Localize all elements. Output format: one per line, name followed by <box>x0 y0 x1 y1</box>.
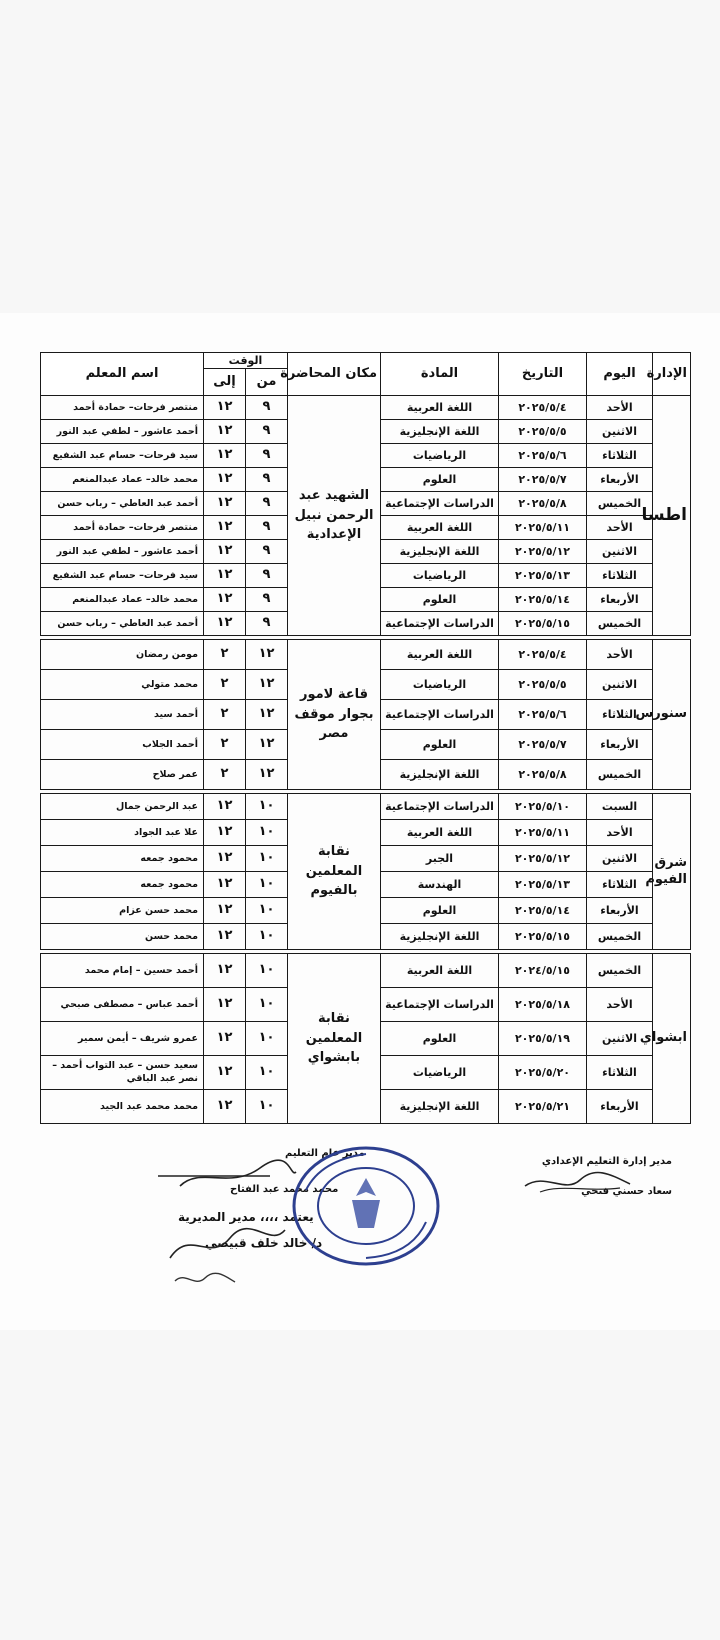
teacher-cell: محمود جمعه <box>41 872 204 898</box>
teacher-cell: منتصر فرحات– حمادة أحمد <box>41 516 204 540</box>
time-to-cell: ١٢ <box>204 396 246 420</box>
time-from-cell: ١٠ <box>246 820 288 846</box>
date-cell: ٢٠٢٥/٥/١٣ <box>499 564 587 588</box>
time-to-cell: ٢ <box>204 760 246 790</box>
day-cell: الأربعاء <box>587 468 653 492</box>
time-from-cell: ١٢ <box>246 700 288 730</box>
teacher-cell: أحمد عاشور – لطفي عبد النور <box>41 420 204 444</box>
day-cell: الاثنين <box>587 420 653 444</box>
teacher-cell: عمر صلاح <box>41 760 204 790</box>
day-cell: الثلاثاء <box>587 872 653 898</box>
subject-cell: اللغة الإنجليزية <box>381 540 499 564</box>
teacher-cell: عبد الرحمن جمال <box>41 794 204 820</box>
time-to-cell: ١٢ <box>204 872 246 898</box>
time-to-cell: ١٢ <box>204 898 246 924</box>
day-cell: الاثنين <box>587 846 653 872</box>
teacher-cell: أحمد عاشور – لطفي عبد النور <box>41 540 204 564</box>
date-cell: ٢٠٢٥/٥/١١ <box>499 516 587 540</box>
time-to-cell: ١٢ <box>204 924 246 950</box>
subject-cell: العلوم <box>381 898 499 924</box>
date-cell: ٢٠٢٥/٥/١٣ <box>499 872 587 898</box>
day-cell: الثلاثاء <box>587 1056 653 1090</box>
teacher-cell: محمد خالد– عماد عبدالمنعم <box>41 468 204 492</box>
teacher-cell: سعيد حسن – عبد التواب أحمد – نصر عبد الباقي <box>41 1056 204 1090</box>
time-to-cell: ١٢ <box>204 846 246 872</box>
time-from-cell: ١٠ <box>246 924 288 950</box>
date-cell: ٢٠٢٤/٥/١٥ <box>499 954 587 988</box>
day-cell: الأحد <box>587 516 653 540</box>
time-to-cell: ١٢ <box>204 444 246 468</box>
date-cell: ٢٠٢٥/٥/٨ <box>499 492 587 516</box>
teacher-cell: محمد حسن <box>41 924 204 950</box>
approval-label: يعتمد ،،،، مدير المديرية <box>178 1210 314 1224</box>
day-cell: الخميس <box>587 612 653 636</box>
day-cell: الثلاثاء <box>587 564 653 588</box>
time-from-cell: ١٠ <box>246 794 288 820</box>
schedule-row <box>41 640 691 670</box>
date-cell: ٢٠٢٥/٥/٤ <box>499 396 587 420</box>
teacher-cell: منتصر فرحات– حمادة أحمد <box>41 396 204 420</box>
date-cell: ٢٠٢٥/٥/١١ <box>499 820 587 846</box>
date-cell: ٢٠٢٥/٥/١٤ <box>499 588 587 612</box>
location-cell: نقابة المعلمين بالفيوم <box>288 794 381 950</box>
subject-cell: اللغة العربية <box>381 396 499 420</box>
time-from-cell: ٩ <box>246 612 288 636</box>
date-cell: ٢٠٢٥/٥/٧ <box>499 468 587 492</box>
date-cell: ٢٠٢٥/٥/٧ <box>499 730 587 760</box>
date-cell: ٢٠٢٥/٥/١٤ <box>499 898 587 924</box>
official-seal-stamp <box>286 1140 446 1272</box>
time-to-cell: ١٢ <box>204 1022 246 1056</box>
admin-cell: سنورس <box>653 640 691 790</box>
date-cell: ٢٠٢٥/٥/٥ <box>499 670 587 700</box>
day-cell: الأحد <box>587 396 653 420</box>
time-from-cell: ١٠ <box>246 846 288 872</box>
time-to-cell: ١٢ <box>204 794 246 820</box>
teacher-cell: أحمد عبد العاطي – رباب حسن <box>41 612 204 636</box>
left-signer-title: مدير عام التعليم <box>285 1148 365 1159</box>
time-from-cell: ٩ <box>246 420 288 444</box>
day-cell: الخميس <box>587 954 653 988</box>
top-blank-area <box>0 0 720 313</box>
time-to-cell: ١٢ <box>204 820 246 846</box>
time-to-cell: ١٢ <box>204 420 246 444</box>
time-to-cell: ١٢ <box>204 564 246 588</box>
admin-cell: ابشواي <box>653 954 691 1124</box>
schedule-row <box>41 794 691 820</box>
teacher-cell: محمد محمد عبد الجيد <box>41 1090 204 1124</box>
date-cell: ٢٠٢٥/٥/٢١ <box>499 1090 587 1124</box>
director-name: د/ خالد خلف قبيصي <box>205 1236 323 1250</box>
subject-cell: الجبر <box>381 846 499 872</box>
time-from-cell: ١٠ <box>246 988 288 1022</box>
location-cell: نقابة المعلمين بابشواي <box>288 954 381 1124</box>
subject-cell: الرياضيات <box>381 564 499 588</box>
teacher-cell: أحمد الجلاب <box>41 730 204 760</box>
header-day: اليوم <box>587 353 653 396</box>
time-from-cell: ٩ <box>246 516 288 540</box>
right-signer-title: مدير إدارة التعليم الإعدادي <box>541 1156 672 1167</box>
time-from-cell: ١٠ <box>246 898 288 924</box>
header-location: مكان المحاضرة <box>288 353 381 396</box>
right-signer-name: سعاد حسني فتحي <box>581 1186 672 1197</box>
day-cell: السبت <box>587 794 653 820</box>
time-to-cell: ١٢ <box>204 540 246 564</box>
day-cell: الاثنين <box>587 540 653 564</box>
left-signer-name: محمد محمد عبد الفتاح <box>230 1184 339 1195</box>
subject-cell: العلوم <box>381 730 499 760</box>
schedule-body <box>41 396 691 1124</box>
day-cell: الأربعاء <box>587 898 653 924</box>
date-cell: ٢٠٢٥/٥/١٥ <box>499 612 587 636</box>
day-cell: الأحد <box>587 988 653 1022</box>
date-cell: ٢٠٢٥/٥/٥ <box>499 420 587 444</box>
date-cell: ٢٠٢٥/٥/١٢ <box>499 846 587 872</box>
time-from-cell: ١٠ <box>246 1056 288 1090</box>
date-cell: ٢٠٢٥/٥/١٩ <box>499 1022 587 1056</box>
teacher-cell: أحمد عبد العاطي – رباب حسن <box>41 492 204 516</box>
location-cell: قاعة لامور بجوار موقف مصر <box>288 640 381 790</box>
subject-cell: اللغة الإنجليزية <box>381 1090 499 1124</box>
subject-cell: الدراسات الإجتماعية <box>381 794 499 820</box>
subject-cell: الدراسات الإجتماعية <box>381 988 499 1022</box>
subject-cell: الدراسات الإجتماعية <box>381 700 499 730</box>
time-to-cell: ١٢ <box>204 492 246 516</box>
time-to-cell: ٢ <box>204 700 246 730</box>
subject-cell: اللغة العربية <box>381 516 499 540</box>
teacher-cell: محمود جمعه <box>41 846 204 872</box>
subject-cell: الدراسات الإجتماعية <box>381 492 499 516</box>
subject-cell: الدراسات الإجتماعية <box>381 612 499 636</box>
subject-cell: الرياضيات <box>381 670 499 700</box>
time-to-cell: ١٢ <box>204 954 246 988</box>
director-signature-scribble <box>160 1218 290 1268</box>
day-cell: الخميس <box>587 760 653 790</box>
time-to-cell: ٢ <box>204 640 246 670</box>
subject-cell: الرياضيات <box>381 444 499 468</box>
time-to-cell: ١٢ <box>204 988 246 1022</box>
time-to-cell: ١٢ <box>204 516 246 540</box>
subject-cell: اللغة الإنجليزية <box>381 420 499 444</box>
left-signature-scribble <box>150 1156 300 1194</box>
header-time: الوقت <box>204 353 288 369</box>
header-subject: المادة <box>381 353 499 396</box>
day-cell: الخميس <box>587 492 653 516</box>
teacher-cell: سيد فرحات– حسام عبد الشفيع <box>41 564 204 588</box>
day-cell: الأربعاء <box>587 588 653 612</box>
teacher-cell: أحمد حسين – إمام محمد <box>41 954 204 988</box>
time-from-cell: ٩ <box>246 540 288 564</box>
time-from-cell: ١٠ <box>246 954 288 988</box>
header-time-to: إلى <box>204 369 246 396</box>
time-to-cell: ١٢ <box>204 1056 246 1090</box>
date-cell: ٢٠٢٥/٥/٤ <box>499 640 587 670</box>
schedule-row <box>41 396 691 420</box>
time-to-cell: ١٢ <box>204 588 246 612</box>
header-date: التاريخ <box>499 353 587 396</box>
subject-cell: العلوم <box>381 468 499 492</box>
admin-cell: شرق الفيوم <box>653 794 691 950</box>
time-from-cell: ١٢ <box>246 730 288 760</box>
day-cell: الاثنين <box>587 670 653 700</box>
day-cell: الأربعاء <box>587 730 653 760</box>
schedule-table <box>40 352 691 1124</box>
date-cell: ٢٠٢٥/٥/١٥ <box>499 924 587 950</box>
subject-cell: اللغة الإنجليزية <box>381 760 499 790</box>
subject-cell: اللغة العربية <box>381 820 499 846</box>
date-cell: ٢٠٢٥/٥/٦ <box>499 444 587 468</box>
location-cell: الشهيد عبد الرحمن نبيل الإعدادية <box>288 396 381 636</box>
subject-cell: العلوم <box>381 588 499 612</box>
teacher-cell: عمرو شريف – أيمن سمير <box>41 1022 204 1056</box>
day-cell: الثلاثاء <box>587 444 653 468</box>
time-to-cell: ٢ <box>204 670 246 700</box>
day-cell: الأربعاء <box>587 1090 653 1124</box>
schedule-row <box>41 954 691 988</box>
date-cell: ٢٠٢٥/٥/١٠ <box>499 794 587 820</box>
time-from-cell: ١٠ <box>246 1022 288 1056</box>
teacher-cell: سيد فرحات– حسام عبد الشفيع <box>41 444 204 468</box>
date-cell: ٢٠٢٥/٥/١٨ <box>499 988 587 1022</box>
date-cell: ٢٠٢٥/٥/١٢ <box>499 540 587 564</box>
subject-cell: اللغة العربية <box>381 954 499 988</box>
time-to-cell: ١٢ <box>204 612 246 636</box>
teacher-cell: مومن رمضان <box>41 640 204 670</box>
time-from-cell: ٩ <box>246 396 288 420</box>
time-to-cell: ٢ <box>204 730 246 760</box>
date-cell: ٢٠٢٥/٥/٨ <box>499 760 587 790</box>
header-time-from: من <box>246 369 288 396</box>
subject-cell: الرياضيات <box>381 1056 499 1090</box>
time-from-cell: ١٢ <box>246 640 288 670</box>
teacher-cell: علا عبد الجواد <box>41 820 204 846</box>
teacher-cell: محمد حسن عزام <box>41 898 204 924</box>
subject-cell: العلوم <box>381 1022 499 1056</box>
subject-cell: اللغة الإنجليزية <box>381 924 499 950</box>
date-cell: ٢٠٢٥/٥/٢٠ <box>499 1056 587 1090</box>
admin-cell: اطسا <box>653 396 691 636</box>
time-from-cell: ١٠ <box>246 872 288 898</box>
right-signature-scribble <box>520 1166 635 1198</box>
time-from-cell: ١٢ <box>246 670 288 700</box>
date-cell: ٢٠٢٥/٥/٦ <box>499 700 587 730</box>
subject-cell: اللغة العربية <box>381 640 499 670</box>
day-cell: الأحد <box>587 640 653 670</box>
teacher-cell: أحمد سيد <box>41 700 204 730</box>
bottom-blank-area <box>0 1330 720 1640</box>
subject-cell: الهندسة <box>381 872 499 898</box>
date-scribble <box>170 1266 240 1292</box>
time-from-cell: ٩ <box>246 492 288 516</box>
day-cell: الخميس <box>587 924 653 950</box>
time-from-cell: ١٠ <box>246 1090 288 1124</box>
header-admin: الإدارة <box>653 353 691 396</box>
day-cell: الثلاثاء <box>587 700 653 730</box>
time-to-cell: ١٢ <box>204 1090 246 1124</box>
time-from-cell: ٩ <box>246 564 288 588</box>
time-from-cell: ١٢ <box>246 760 288 790</box>
teacher-cell: محمد متولي <box>41 670 204 700</box>
header-teacher: اسم المعلم <box>41 353 204 396</box>
time-from-cell: ٩ <box>246 468 288 492</box>
day-cell: الأحد <box>587 820 653 846</box>
time-from-cell: ٩ <box>246 588 288 612</box>
teacher-cell: أحمد عباس – مصطفى صبحي <box>41 988 204 1022</box>
time-to-cell: ١٢ <box>204 468 246 492</box>
day-cell: الاثنين <box>587 1022 653 1056</box>
time-from-cell: ٩ <box>246 444 288 468</box>
teacher-cell: محمد خالد– عماد عبدالمنعم <box>41 588 204 612</box>
